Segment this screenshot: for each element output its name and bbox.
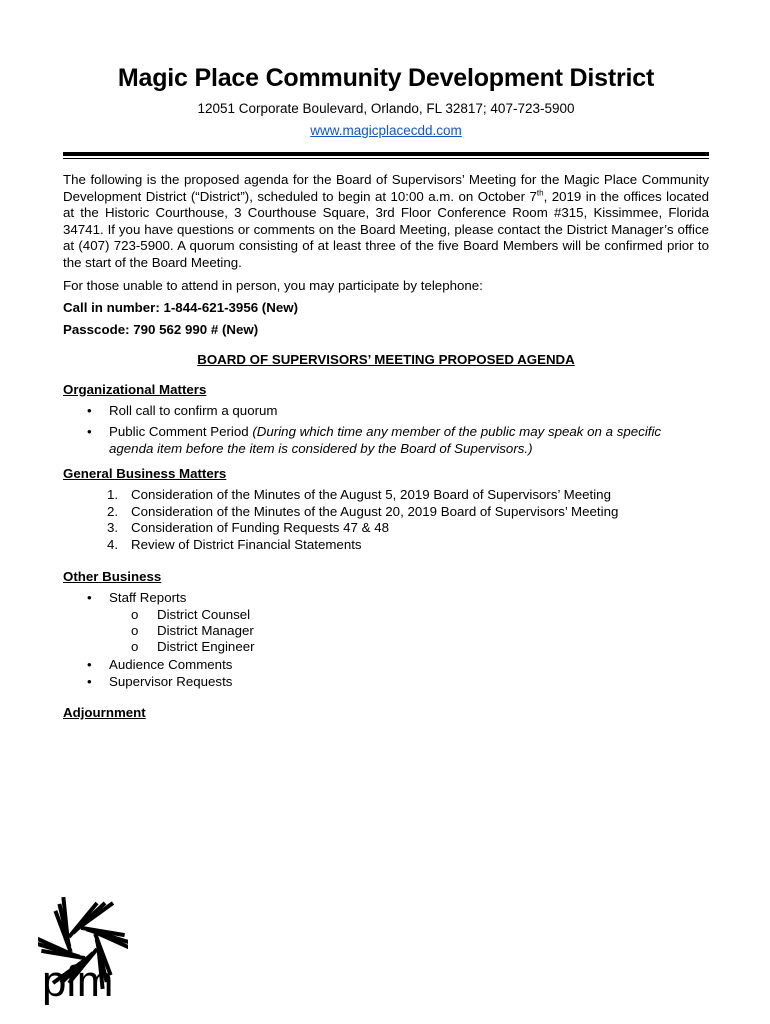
list-item: 1. Consideration of the Minutes of the August 5, 2019 Board of Supervisors’ Meeting [107,487,611,503]
section-heading-organizational: Organizational Matters [63,381,207,397]
staff-reports-sublist [109,607,709,656]
sublist-item: o District Engineer [109,639,709,655]
list-item: 4. Review of District Financial Statements [107,536,362,552]
header-divider-thin [63,158,709,159]
ordinal-superscript: th [536,188,544,198]
call-in-number: Call in number: 1-844-621-3956 (New) [63,299,298,315]
passcode: Passcode: 790 562 990 # (New) [63,321,259,337]
general-business-list [63,487,709,553]
list-item: 3. Consideration of Funding Requests 47 & 48 [107,520,389,536]
organizational-list [63,403,709,458]
section-heading-adjournment: Adjournment [63,704,146,720]
section-heading-general: General Business Matters [63,466,227,482]
list-item: • Roll call to confirm a quorum [63,403,709,420]
other-business-list [63,590,709,691]
list-item: 2. Consideration of the Minutes of the August 20, 2019 Board of Supervisors’ Meeting [107,503,619,519]
pfm-logo-text: pfm [42,957,113,1006]
list-item: • Public Comment Period (During which time any member of the public may speak on a specific agenda item before the item is considered by the Board of Supervisors.) [63,424,709,457]
website-link[interactable]: www.magicplacecdd.com [310,123,462,138]
intro-paragraph: The following is the proposed agenda for the Board of Supervisors’ Meeting for the Magic Place Community Development District (“District”), scheduled to begin at 10:00 a.m. on October 7th, 2019 in the offices located at the Historic Courthouse, 3 Courthouse Square, 3rd Floor Conference Room #315, Kissimmee, Florida 34741. If you have questions or comments on the Board Meeting, please contact the District Manager’s office at (407) 723-5900. A quorum consisting of at least three of the five Board Members will be confirmed prior to the start of the Board Meeting. [63,172,709,270]
sublist-item: o District Manager [109,623,709,639]
agenda-page [63,0,709,720]
agenda-title: BOARD OF SUPERVISORS’ MEETING PROPOSED AGENDA [197,351,575,367]
section-heading-other: Other Business [63,568,162,584]
district-address: 12051 Corporate Boulevard, Orlando, FL 32817; 407-723-5900 [197,101,575,116]
header-divider-thick [63,152,709,156]
list-item: • Supervisor Requests [63,674,709,691]
page-title: Magic Place Community Development District [117,64,655,92]
sublist-item: o District Counsel [109,607,709,623]
telephone-note: For those unable to attend in person, you may participate by telephone: [63,277,483,293]
list-item: • Audience Comments [63,657,709,674]
list-item: • Staff Reports o District Counsel o District Manager o District Engineer [63,590,709,656]
